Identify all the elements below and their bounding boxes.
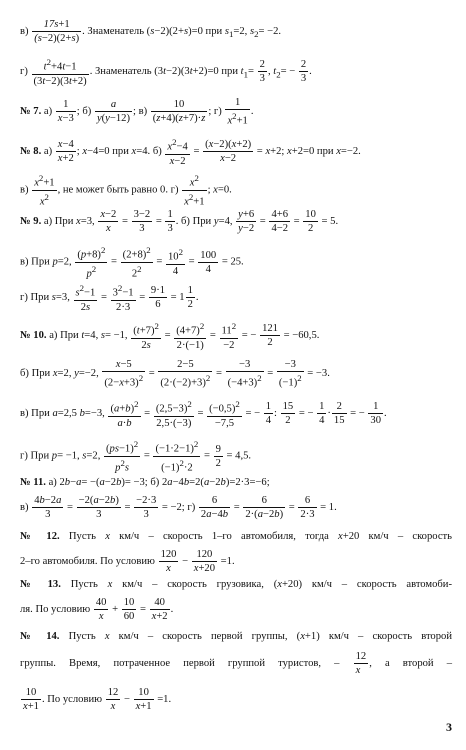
text-line-l20: группы. Время, потраченное первой группой туристов, – $\frac{12}{x}$ , а второй – bbox=[20, 651, 452, 676]
text-line-l14: в) $\frac{4b-2a}{3}$ = $\frac{-2(a-2b)}{3}$ = $\frac{-2\cdot 3}{3}$ = −2; г) $\frac{6}{2a-4b}$ = $\frac{6}{2\cdot(a-2b)}$ = $\frac{6}{2\cdot 3}$ = 1. bbox=[20, 495, 337, 520]
text-line-l10: б) При x=2, y=−2, $\frac{x-5}{(2-x+3)^2}$ = $\frac{2-5}{(2\cdot(-2)+3)^2}$ = $\frac{-3}{(-4+3)^2}$ = $\frac{-3}{(-1)^2}$ = −3. bbox=[20, 359, 330, 389]
text-line-l1: в) $\frac{17s+1}{(s-2)(2+s)}$ . Знаменатель (s−2)(2+s)=0 при $s_1=2$, $s_2= -2$. bbox=[20, 19, 282, 44]
page-number: 3 bbox=[446, 720, 452, 734]
text-line-l13: № 11. а) 2b−a= −(a−2b)= −3; б) 2a−4b=2(a−2b)=2·3=−6; bbox=[20, 477, 270, 488]
text-line-l6: № 9. а) При x=3, $\frac{x-2}{x}$ = $\frac{3-2}{3}$ = $\frac{1}{3}$ . б) При y=4, $\frac{y+6}{y-2}$ = $\frac{4+6}{4-2}$ = $\frac{10}{2}$ = 5. bbox=[20, 209, 339, 234]
text-line-l16: 2–го автомобиля. По условию $\frac{120}{x}$ − $\frac{120}{x+20}$ =1. bbox=[20, 549, 235, 574]
text-line-l8: г) При s=3, $\frac{s^2-1}{2s}$ = $\frac{3^2-1}{2\cdot 3}$ = $\frac{9\cdot 1}{6}$ = 1 $\frac{1}{2}$ . bbox=[20, 283, 199, 313]
text-line-l3: № 7. а) $\frac{1}{x-3}$ ; б) $\frac{a}{y(y-12)}$ ; в) $\frac{10}{(z+4)(z+7)\cdot z}$ ; г) $\frac{1}{x^2+1}$ . bbox=[20, 97, 254, 127]
text-line-l12: г) При p= −1, s=2, $\frac{(ps-1)^2}{p^2s}$ = $\frac{(-1\cdot 2-1)^2}{(-1)^2\cdot 2}$ = $\frac{9}{2}$ = 4,5. bbox=[20, 439, 252, 474]
text-line-l19: № 14. Пусть x км/ч – скорость первой группы, (x+1) км/ч – скорость второй bbox=[20, 631, 452, 642]
text-line-l2: г) $\frac{t^2+4t-1}{(3t-2)(3t+2)}$ . Знаменатель (3t−2)(3t+2)=0 при $t_1=$ $\frac{2}{3}$ , $t_2=$ − $\frac{2}{3}$ . bbox=[20, 57, 312, 87]
text-line-l17: № 13. Пусть x км/ч – скорость грузовика, (x+20) км/ч – скорость автомоби- bbox=[20, 579, 452, 590]
text-line-l5: в) $\frac{x^2+1}{x^2}$ , не может быть равно 0. г) $\frac{x^2}{x^2+1}$ ; x=0. bbox=[20, 173, 232, 208]
text-line-l9: № 10. а) При t=4, s= −1, $\frac{(t+7)^2}{2s}$ = $\frac{(4+7)^2}{2\cdot(-1)}$ = $\frac{11^2}{-2}$ = − $\frac{121}{2}$ = −60,5. bbox=[20, 321, 320, 351]
text-line-l7: в) При p=2, $\frac{(p+8)^2}{p^2}$ = $\frac{(2+8)^2}{2^2}$ = $\frac{10^2}{4}$ = $\frac{100}{4}$ = 25. bbox=[20, 245, 244, 280]
text-line-l11: в) При a=2,5 b=−3, $\frac{(a+b)^2}{a\cdot b}$ = $\frac{(2,5-3)^2}{2,5\cdot(-3)}$ = $\frac{(-0,5)^2}{-7,5}$ = − $\frac{1}{4}$ : $\frac{15}{2}$ = − $\frac{1}{4}$ · $\frac{2}{15}$ = − $\frac{1}{30}$ . bbox=[20, 399, 387, 429]
text-line-l18: ля. По условию $\frac{40}{x}$ + $\frac{10}{60}$ = $\frac{40}{x+2}$ . bbox=[20, 597, 174, 622]
text-line-l15: № 12. Пусть x км/ч – скорость 1–го автомобиля, тогда x+20 км/ч – скорость bbox=[20, 531, 452, 542]
text-line-l4: № 8. а) $\frac{x-4}{x+2}$ ; x−4=0 при x=4. б) $\frac{x^2-4}{x-2}$ = $\frac{(x-2)(x+2)}{x-2}$ = x+2; x+2=0 при x=−2. bbox=[20, 137, 361, 167]
text-line-l21: $\frac{10}{x+1}$ . По условию $\frac{12}{x}$ − $\frac{10}{x+1}$ =1. bbox=[23, 687, 172, 712]
